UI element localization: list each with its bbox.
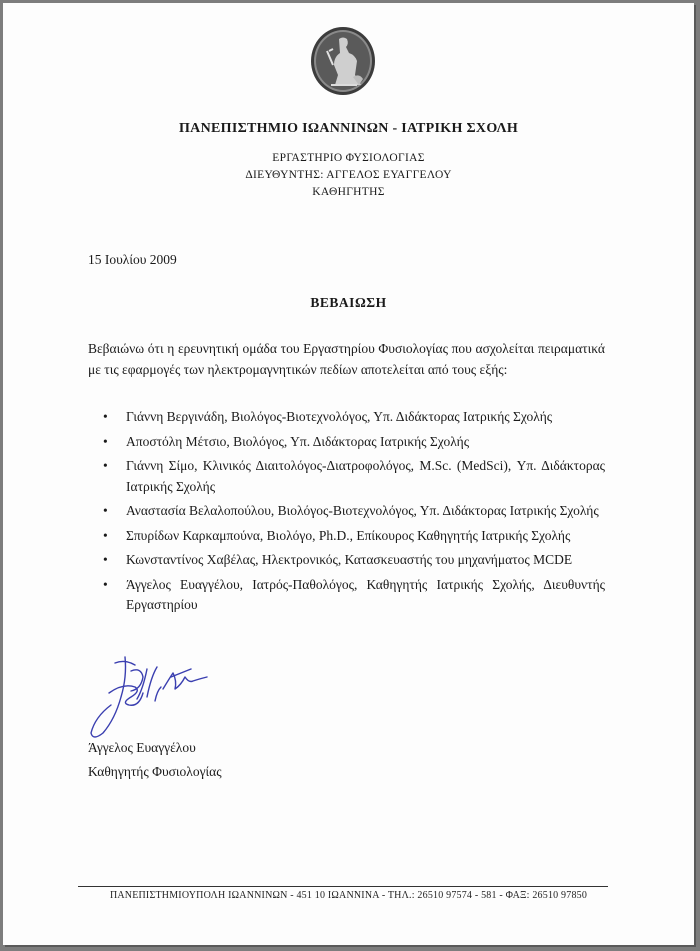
list-item: • Γιάννη Σίμο, Κλινικός Διαιτολόγος-Διατροφολόγος, M.Sc. (MedSci), Υπ. Διδάκτορας Ιατρικής Σχολής [103, 458, 605, 494]
members-list [88, 407, 605, 620]
bullet-icon: • [103, 576, 108, 592]
bullet-icon: • [103, 503, 108, 518]
letter-date: 15 Ιουλίου 2009 [88, 252, 177, 267]
list-item: • Άγγελος Ευαγγέλου, Ιατρός-Παθολόγος, Καθηγητής Ιατρικής Σχολής, Διευθυντής Εργαστηρίου [103, 576, 605, 612]
footer-divider [78, 886, 608, 887]
letter-page [3, 3, 694, 945]
footer-address: ΠΑΝΕΠΙΣΤΗΜΙΟΥΠΟΛΗ ΙΩΑΝΝΙΝΩΝ - 451 10 ΙΩΑΝΝΙΝΑ - ΤΗΛ.: 26510 97574 - 581 - ΦΑΞ: 26510 97850 [109, 890, 588, 901]
bullet-icon: • [103, 409, 108, 424]
intro-paragraph: Βεβαιώνω ότι η ερευνητική ομάδα του Εργαστηρίου Φυσιολογίας που ασχολείται πειραματικά με τις εφαρμογές των ηλεκτρομαγνητικών πεδίων αποτελείται από τους εξής: [88, 341, 605, 377]
list-item: • Αναστασία Βελαλοπούλου, Βιολόγος-Βιοτεχνολόγος, Υπ. Διδάκτορας Ιατρικής Σχολής [88, 501, 605, 522]
director-title: ΚΑΘΗΓΗΤΗΣ [312, 186, 385, 198]
bullet-icon: • [103, 458, 108, 473]
bullet-icon: • [103, 552, 108, 567]
document-heading: ΒΕΒΑΙΩΣΗ [310, 295, 387, 310]
lab-name: ΕΡΓΑΣΤΗΡΙΟ ΦΥΣΙΟΛΟΓΙΑΣ [272, 152, 425, 164]
university-seal-icon [309, 25, 377, 97]
list-item: • Γιάννη Βεργινάδη, Βιολόγος-Βιοτεχνολόγος, Υπ. Διδάκτορας Ιατρικής Σχολής [88, 407, 605, 428]
list-item: • Αποστόλη Μέτσιο, Βιολόγος, Υπ. Διδάκτορας Ιατρικής Σχολής [88, 432, 605, 453]
signer-role: Καθηγητής Φυσιολογίας [88, 764, 222, 779]
bullet-icon: • [103, 433, 108, 449]
director-line: ΔΙΕΥΘΥΝΤΗΣ: ΑΓΓΕΛΟΣ ΕΥΑΓΓΕΛΟΥ [245, 169, 452, 181]
signer-name: Άγγελος Ευαγγέλου [88, 740, 196, 755]
bullet-icon: • [103, 527, 108, 543]
list-item: • Κωνσταντίνος Χαβέλας, Ηλεκτρονικός, Κατασκευαστής του μηχανήματος MCDE [88, 550, 605, 571]
handwritten-signature-icon [85, 651, 215, 741]
university-name: ΠΑΝΕΠΙΣΤΗΜΙΟ ΙΩΑΝΝΙΝΩΝ - ΙΑΤΡΙΚΗ ΣΧΟΛΗ [178, 121, 519, 136]
list-item: • Σπυρίδων Καρκαμπούνα, Βιολόγο, Ph.D., Επίκουρος Καθηγητής Ιατρικής Σχολής [88, 526, 605, 547]
